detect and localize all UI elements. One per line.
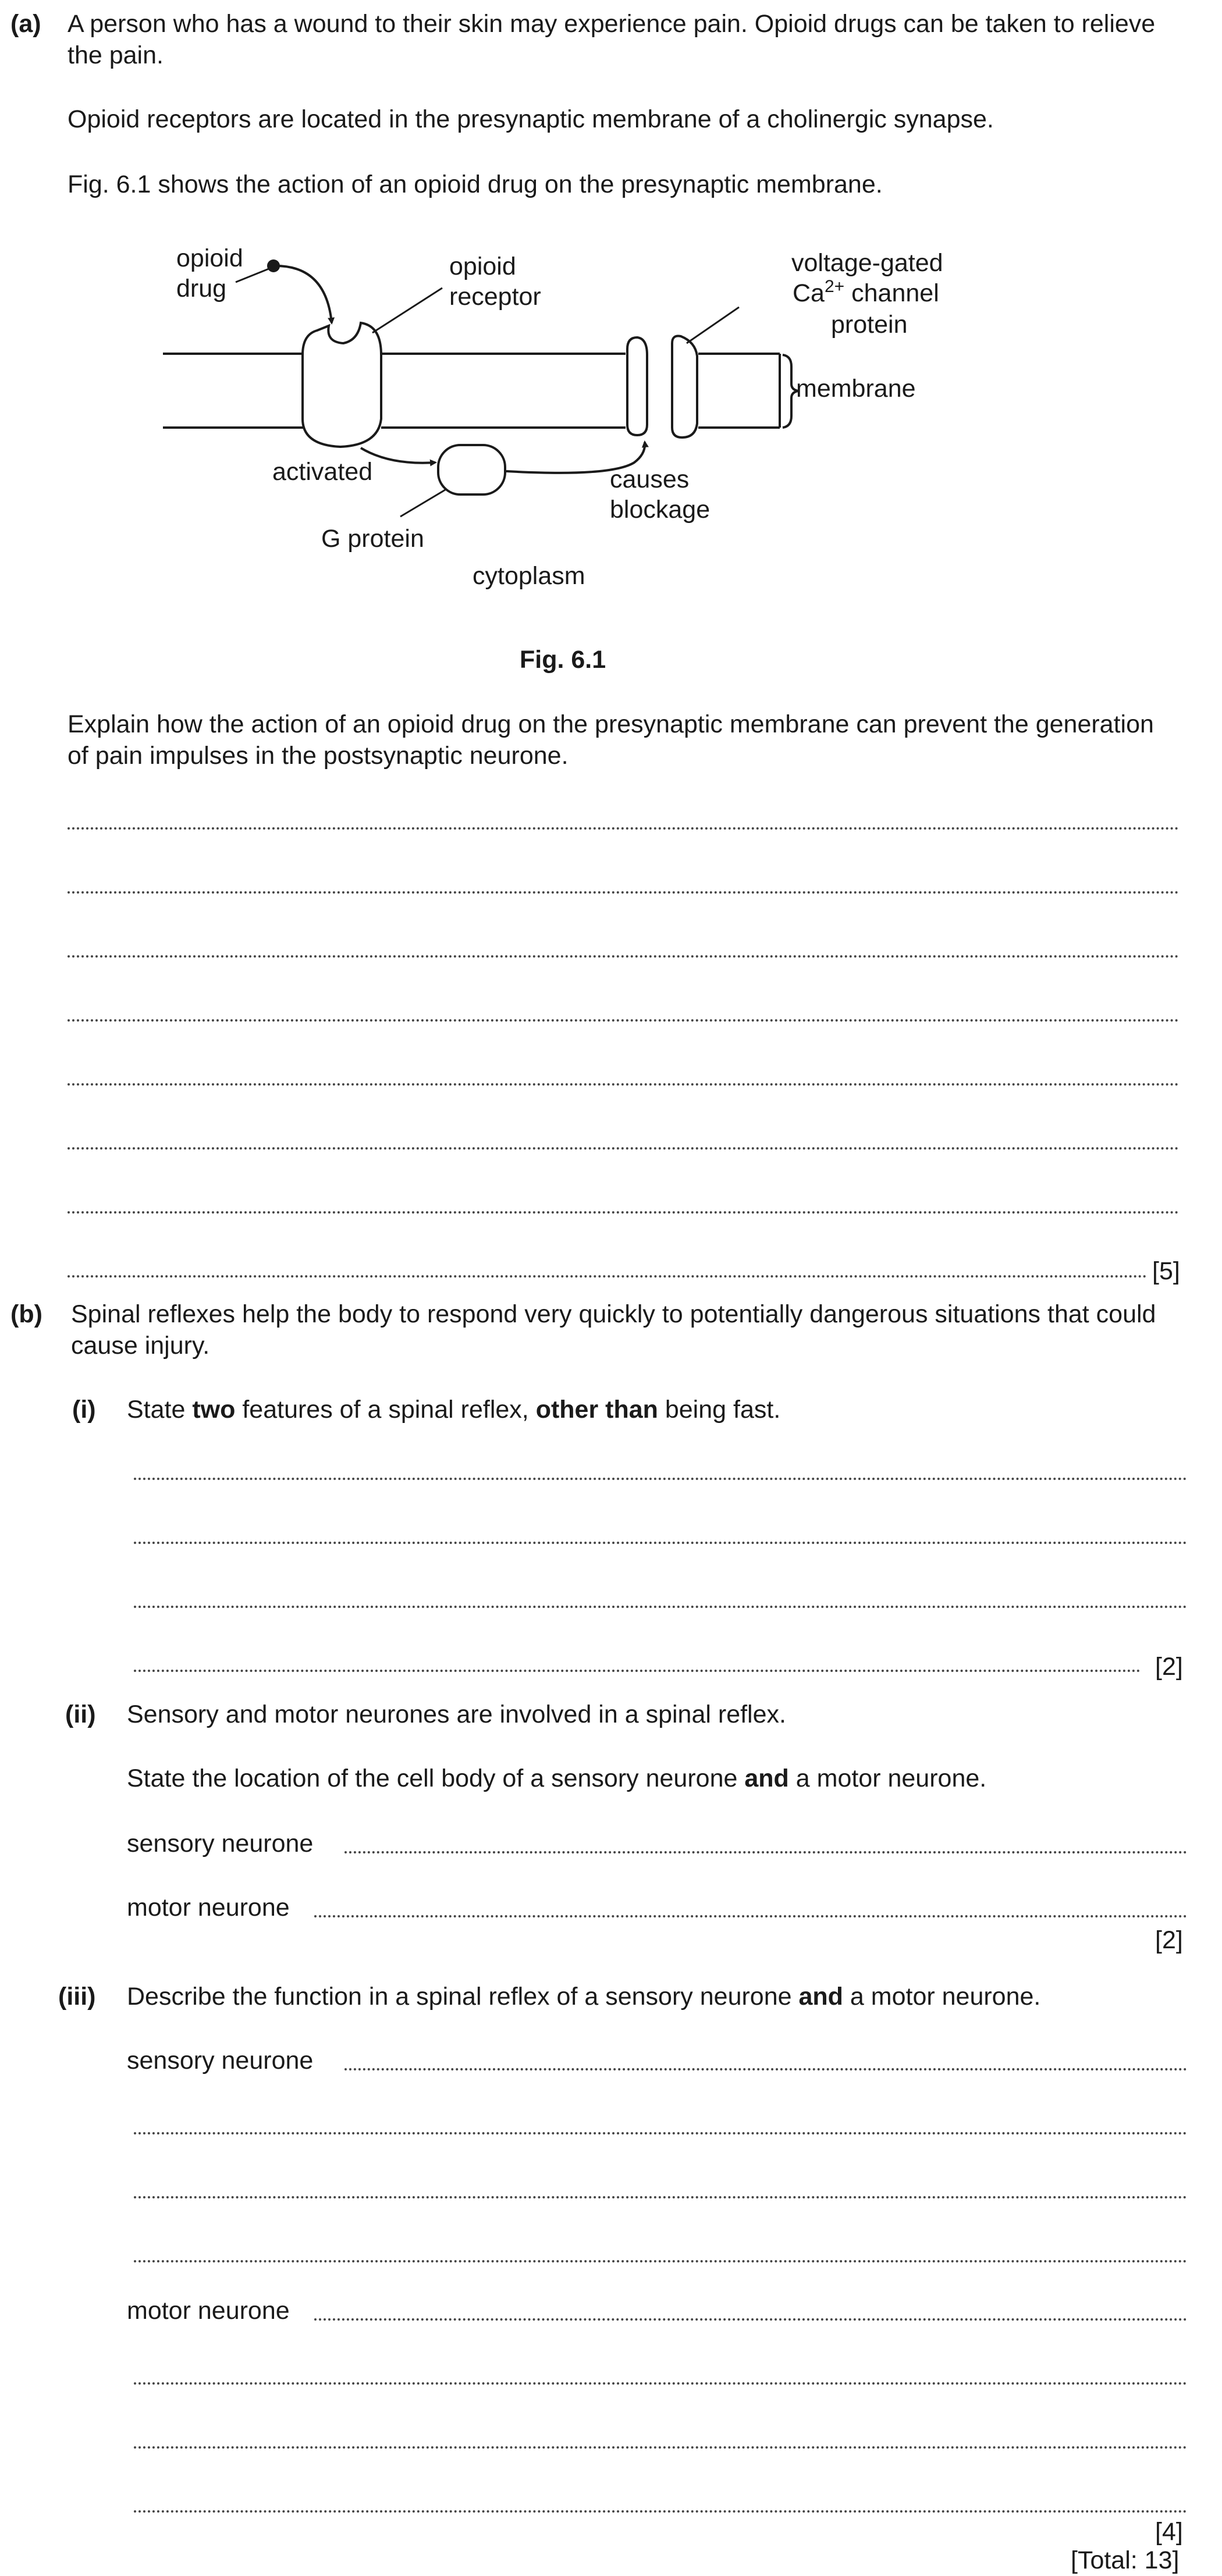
answer-line-b-iii-motor-1[interactable] bbox=[314, 2318, 1187, 2321]
answer-line-b-iii-sensory-1[interactable] bbox=[344, 2068, 1187, 2070]
answer-line-b-i-3[interactable] bbox=[134, 1606, 1187, 1608]
part-b-i-question: State two features of a spinal reflex, other than being fast. bbox=[127, 1396, 781, 1424]
part-b-iii-question: Describe the function in a spinal reflex of a sensory neurone and a motor neurone. bbox=[127, 1983, 1041, 2011]
answer-line-b-ii-motor[interactable] bbox=[314, 1915, 1187, 1917]
answer-line-a-5[interactable] bbox=[68, 1083, 1179, 1086]
answer-line-b-iii-motor-2[interactable] bbox=[134, 2382, 1187, 2385]
b-iii-sensory-label: sensory neurone bbox=[127, 2047, 314, 2075]
total-marks: [Total: 13] bbox=[1071, 2546, 1180, 2574]
label-activated: activated bbox=[272, 458, 373, 486]
channel-pointer bbox=[687, 307, 739, 343]
label-voltage-gated: voltage-gated bbox=[791, 249, 943, 277]
marks-b-i: [2] bbox=[1155, 1653, 1183, 1681]
marks-b-ii: [2] bbox=[1155, 1926, 1183, 1954]
marks-a: [5] bbox=[1152, 1257, 1180, 1285]
part-a-question: Explain how the action of an opioid drug on the presynaptic membrane can prevent the generation of pain impulses in the postsynaptic neurone. bbox=[68, 710, 1154, 770]
answer-line-a-8[interactable] bbox=[68, 1275, 1147, 1278]
label-causes: causes bbox=[610, 465, 690, 493]
part-b-intro: Spinal reflexes help the body to respond very quickly to potentially dangerous situations that could cause injury. bbox=[71, 1300, 1156, 1360]
b-ii-motor-label: motor neurone bbox=[127, 1894, 290, 1922]
label-blockage: blockage bbox=[610, 496, 711, 524]
answer-line-a-7[interactable] bbox=[68, 1211, 1179, 1214]
g-protein-shape bbox=[438, 445, 505, 494]
receptor-pointer bbox=[372, 288, 442, 333]
marks-b-iii: [4] bbox=[1155, 2518, 1183, 2546]
b-iii-motor-label: motor neurone bbox=[127, 2297, 290, 2325]
b-ii-sensory-label: sensory neurone bbox=[127, 1830, 314, 1858]
answer-line-b-ii-sensory[interactable] bbox=[344, 1851, 1187, 1853]
part-b-iii-label: (iii) bbox=[58, 1983, 96, 2011]
drug-arrow bbox=[273, 266, 332, 323]
label-membrane: membrane bbox=[796, 375, 916, 403]
figure-caption: Fig. 6.1 bbox=[520, 646, 606, 674]
label-g-protein: G protein bbox=[321, 525, 424, 553]
label-protein: protein bbox=[831, 311, 908, 339]
channel-right-half bbox=[672, 336, 697, 438]
answer-line-b-iii-sensory-3[interactable] bbox=[134, 2196, 1187, 2198]
opioid-receptor-shape bbox=[303, 323, 381, 447]
answer-line-b-iii-motor-3[interactable] bbox=[134, 2446, 1187, 2449]
part-b-ii-question: State the location of the cell body of a sensory neurone and a motor neurone. bbox=[127, 1764, 987, 1792]
label-ca-channel: $Ca^{2+}$ channel bbox=[793, 277, 939, 307]
part-a-figure-sentence: Fig. 6.1 shows the action of an opioid drug on the presynaptic membrane. bbox=[68, 170, 883, 198]
label-opioid-drug-1: opioid bbox=[176, 244, 243, 272]
channel-left-half bbox=[627, 337, 647, 435]
label-opioid-receptor-1: opioid bbox=[449, 252, 516, 280]
answer-line-a-1[interactable] bbox=[68, 827, 1179, 830]
answer-line-b-i-2[interactable] bbox=[134, 1542, 1187, 1544]
part-a-label: (a) bbox=[10, 10, 41, 38]
answer-line-a-3[interactable] bbox=[68, 955, 1179, 958]
part-a-receptor-sentence: Opioid receptors are located in the presynaptic membrane of a cholinergic synapse. bbox=[68, 105, 994, 133]
answer-line-a-2[interactable] bbox=[68, 891, 1179, 894]
part-b-i-label: (i) bbox=[72, 1396, 96, 1424]
label-opioid-drug-2: drug bbox=[176, 275, 227, 303]
label-cytoplasm: cytoplasm bbox=[473, 562, 585, 590]
answer-line-b-iii-motor-4[interactable] bbox=[134, 2510, 1187, 2513]
label-opioid-receptor-2: receptor bbox=[449, 283, 541, 311]
part-b-ii-label: (ii) bbox=[65, 1700, 96, 1728]
part-a-intro: A person who has a wound to their skin may experience pain. Opioid drugs can be taken to relieve the pain. bbox=[68, 10, 1156, 69]
answer-line-b-iii-sensory-4[interactable] bbox=[134, 2260, 1187, 2262]
answer-line-b-i-4[interactable] bbox=[134, 1670, 1141, 1672]
answer-line-a-4[interactable] bbox=[68, 1019, 1179, 1022]
part-b-ii-intro: Sensory and motor neurones are involved in a spinal reflex. bbox=[127, 1700, 786, 1728]
answer-line-b-i-1[interactable] bbox=[134, 1478, 1187, 1480]
part-b-label: (b) bbox=[10, 1300, 42, 1328]
answer-line-b-iii-sensory-2[interactable] bbox=[134, 2132, 1187, 2134]
answer-line-a-6[interactable] bbox=[68, 1147, 1179, 1150]
figure-6-1 bbox=[0, 0, 1222, 698]
g-protein-pointer bbox=[400, 490, 445, 517]
